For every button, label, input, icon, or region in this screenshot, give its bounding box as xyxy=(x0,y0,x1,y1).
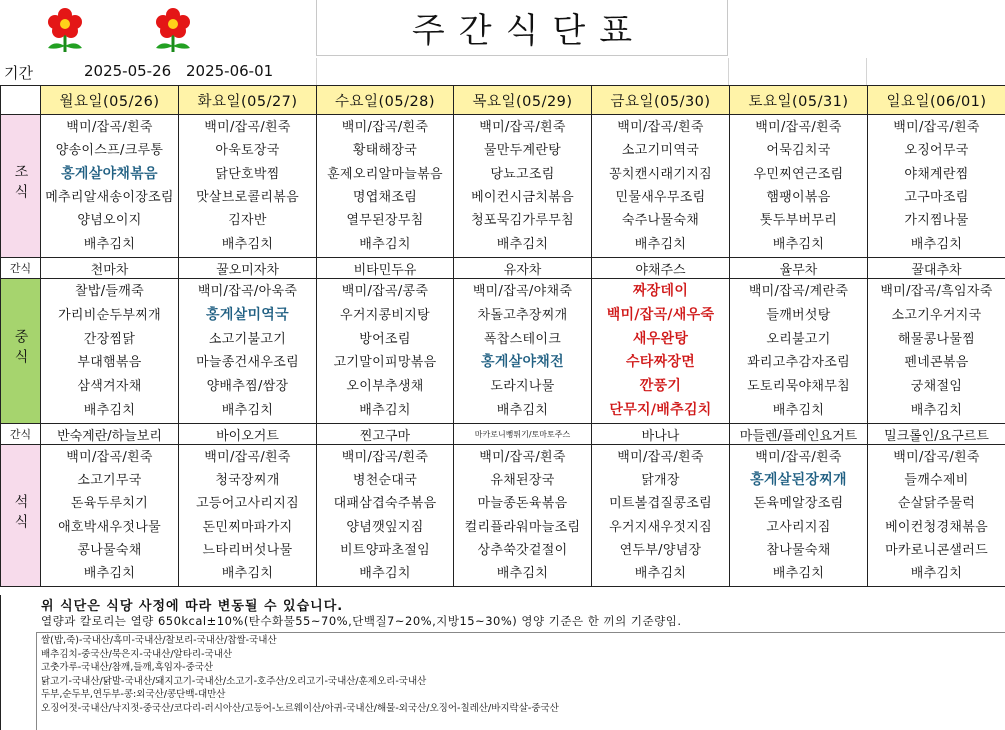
menu-item: 어묵김치국 xyxy=(766,143,831,159)
menu-item: 숙주나물숙채 xyxy=(621,213,700,229)
dinner-row xyxy=(1,445,1005,587)
menu-item: 배추김치 xyxy=(221,236,274,252)
menu-item: 배추김치 xyxy=(910,402,963,418)
dinner-cell xyxy=(41,445,179,587)
menu-item: 백미/잡곡/새우죽 xyxy=(606,306,715,323)
menu-item: 연두부/양념장 xyxy=(619,542,702,558)
snack1-label: 간식 xyxy=(1,258,41,279)
menu-item: 홍게살된장찌개 xyxy=(750,472,847,489)
menu-item: 우거지새우젓지짐 xyxy=(609,519,712,535)
dinner-cell xyxy=(179,445,317,587)
dinner-cell xyxy=(317,445,454,587)
lunch-cell xyxy=(868,279,1005,424)
menu-item: 배추김치 xyxy=(359,236,411,252)
menu-item: 마카로니콘샐러드 xyxy=(885,542,988,558)
snack1-row xyxy=(1,258,1005,279)
menu-item: 컬리플라워마늘조림 xyxy=(464,519,581,535)
snack-item: 꿀대추차 xyxy=(868,258,1005,279)
breakfast-label: 조식 xyxy=(12,164,29,204)
menu-item: 상추쑥갓겉절이 xyxy=(477,542,568,558)
period-end: 2025-06-01 xyxy=(186,62,274,80)
menu-item: 아욱토장국 xyxy=(215,143,280,159)
menu-items xyxy=(41,115,178,257)
menu-item: 병천순대국 xyxy=(352,473,418,489)
origin-line: 고춧가루-국내산/참깨,들깨,흑임자-중국산 xyxy=(41,662,214,674)
menu-item: 열무된장무침 xyxy=(346,213,424,229)
menu-item: 양배추찜/쌈장 xyxy=(206,378,289,394)
menu-item: 백미/잡곡/야채죽 xyxy=(472,284,573,300)
menu-item: 마늘종돈육볶음 xyxy=(477,496,568,512)
lunch-cell xyxy=(454,279,592,424)
menu-item: 양송이스프/크루통 xyxy=(55,143,164,159)
menu-items xyxy=(592,445,729,586)
menu-item: 고사리지짐 xyxy=(766,519,831,535)
snack2-row xyxy=(1,424,1005,445)
lunch-cell xyxy=(592,279,730,424)
flower-icon xyxy=(148,6,198,54)
menu-item: 톳두부버무리 xyxy=(759,213,838,229)
menu-item: 소고기우거지국 xyxy=(891,307,982,323)
menu-item: 돈육두루치기 xyxy=(70,496,149,512)
menu-item: 깐풍기 xyxy=(639,377,682,394)
menu-item: 배추김치 xyxy=(496,402,549,418)
breakfast-row xyxy=(1,115,1005,258)
menu-item: 명엽채조림 xyxy=(352,190,418,206)
divider xyxy=(866,58,867,85)
menu-item: 배추김치 xyxy=(359,402,411,418)
menu-item: 백미/잡곡/콩죽 xyxy=(341,284,429,300)
menu-item: 백미/잡곡/흰죽 xyxy=(204,450,291,466)
menu-item: 고구마조림 xyxy=(904,190,969,206)
breakfast-cell xyxy=(592,115,730,258)
menu-item: 백미/잡곡/흰죽 xyxy=(204,120,291,136)
origin-line: 닭고기-국내산/닭발-국내산/돼지고기-국내산/소고기-호주산/오리고기-국내산/훈제오리-국내산 xyxy=(41,675,427,687)
page-title-box xyxy=(316,0,728,56)
snack-item: 비타민두유 xyxy=(317,258,454,279)
menu-item: 양념깻잎지짐 xyxy=(346,519,424,535)
origin-line: 두부,순두부,연두부-콩:외국산/콩단백-대만산 xyxy=(41,689,226,701)
snack-item: 유자차 xyxy=(454,258,592,279)
menu-item: 소고기미역국 xyxy=(621,143,700,159)
snack-item: 바나나 xyxy=(592,424,730,445)
menu-item: 배추김치 xyxy=(83,236,136,252)
menu-item: 가지찜나물 xyxy=(904,213,969,229)
menu-item: 고기말이피망볶음 xyxy=(333,355,437,371)
snack-item: 율무차 xyxy=(730,258,868,279)
divider xyxy=(728,58,729,85)
snack-item: 반숙계란/하늘보리 xyxy=(41,424,179,445)
menu-item: 펜네콘볶음 xyxy=(904,355,969,371)
snack-item: 천마차 xyxy=(41,258,179,279)
menu-item: 당뇨고조림 xyxy=(490,166,555,182)
menu-item: 김자반 xyxy=(228,213,267,229)
menu-item: 차돌고추장찌개 xyxy=(477,307,568,323)
menu-item: 배추김치 xyxy=(634,565,687,581)
menu-item: 청포묵김가루무침 xyxy=(471,213,574,229)
header xyxy=(0,0,1005,58)
menu-item: 꽁치캔시래기지짐 xyxy=(609,166,712,182)
menu-item: 메추리알새송이장조림 xyxy=(45,190,174,206)
menu-item: 백미/잡곡/흰죽 xyxy=(66,120,153,136)
menu-item: 베이컨시금치볶음 xyxy=(471,190,574,206)
breakfast-label-cell xyxy=(1,115,41,258)
menu-item: 콩나물숙채 xyxy=(77,542,142,558)
menu-item: 홍게살미역국 xyxy=(206,306,289,323)
menu-item: 도라지나물 xyxy=(490,378,555,394)
menu-item: 궁채절임 xyxy=(910,378,963,394)
menu-item: 간장찜닭 xyxy=(83,331,136,347)
menu-item: 홍게살야채볶음 xyxy=(61,165,158,182)
menu-item: 오징어무국 xyxy=(904,143,969,159)
menu-item: 고등어고사리지짐 xyxy=(196,496,299,512)
snack-item: 꿀오미자차 xyxy=(179,258,317,279)
origin-info xyxy=(36,632,1005,730)
menu-item: 배추김치 xyxy=(359,565,411,581)
menu-item: 소고기무국 xyxy=(77,473,142,489)
menu-item: 홍게살야채전 xyxy=(481,354,564,371)
lunch-label-cell xyxy=(1,279,41,424)
day-header: 목요일(05/29) xyxy=(454,86,592,115)
menu-item: 새우완탕 xyxy=(632,330,689,347)
day-header: 월요일(05/26) xyxy=(41,86,179,115)
day-header: 화요일(05/27) xyxy=(179,86,317,115)
menu-item: 황태해장국 xyxy=(352,143,418,159)
day-header: 금요일(05/30) xyxy=(592,86,730,115)
menu-item: 배추김치 xyxy=(772,402,825,418)
menu-item: 오이부추생채 xyxy=(346,378,424,394)
menu-item: 배추김치 xyxy=(772,236,825,252)
lunch-label: 중식 xyxy=(12,329,29,369)
page-title: 주간식단표 xyxy=(411,11,647,51)
period-start: 2025-05-26 xyxy=(84,62,172,80)
menu-item: 백미/잡곡/흰죽 xyxy=(755,450,842,466)
menu-item: 수타짜장면 xyxy=(625,354,696,371)
menu-items xyxy=(179,115,316,257)
menu-item: 꽈리고추감자조림 xyxy=(747,355,850,371)
day-header-row xyxy=(1,86,1005,115)
menu-item: 우거지콩비지탕 xyxy=(339,307,430,323)
menu-items xyxy=(454,115,591,257)
menu-item: 소고기불고기 xyxy=(208,331,287,347)
menu-item: 찰밥/들깨죽 xyxy=(75,284,144,300)
snack-item: 마들렌/플레인요거트 xyxy=(730,424,868,445)
period-row xyxy=(0,58,1005,85)
origin-line: 배추김치-중국산/묵은지-국내산/알타리-국내산 xyxy=(41,648,233,660)
menu-items xyxy=(592,279,729,423)
dinner-label: 석식 xyxy=(12,493,29,534)
menu-item: 배추김치 xyxy=(772,565,825,581)
menu-item: 배추김치 xyxy=(496,236,549,252)
menu-item: 들깨수제비 xyxy=(904,473,969,489)
menu-item: 배추김치 xyxy=(496,565,549,581)
menu-item: 백미/잡곡/흰죽 xyxy=(341,120,429,136)
origin-line: 오징어젓-국내산/낙지젓-중국산/코다리-러시아산/고등어-노르웨이산/아귀-국내산/해물-외국산/오징어-칠레산/바지락살-중국산 xyxy=(41,702,559,714)
menu-item: 닭개장 xyxy=(641,473,680,489)
menu-item: 햄팽이볶음 xyxy=(766,190,831,206)
menu-item: 미트볼겹질콩조림 xyxy=(609,496,712,512)
menu-item: 백미/잡곡/흰죽 xyxy=(479,450,566,466)
menu-item: 청국장찌개 xyxy=(215,473,280,489)
menu-item: 유채된장국 xyxy=(490,473,555,489)
dinner-label-cell xyxy=(1,445,41,587)
weekly-menu-table xyxy=(0,85,1005,587)
menu-item: 우민찌연근조림 xyxy=(753,166,844,182)
menu-item: 방어조림 xyxy=(359,331,411,347)
menu-item: 배추김치 xyxy=(910,565,963,581)
menu-items xyxy=(868,115,1005,257)
day-header: 수요일(05/28) xyxy=(317,86,454,115)
menu-item: 맛살브로콜리볶음 xyxy=(196,190,299,206)
snack-item: 바이오거트 xyxy=(179,424,317,445)
lunch-row xyxy=(1,279,1005,424)
menu-item: 삼색겨자채 xyxy=(77,378,142,394)
menu-items xyxy=(730,445,867,586)
breakfast-cell xyxy=(41,115,179,258)
menu-item: 백미/잡곡/흰죽 xyxy=(755,120,842,136)
menu-item: 물만두계란탕 xyxy=(483,143,562,159)
day-header: 일요일(06/01) xyxy=(868,86,1005,115)
menu-item: 배추김치 xyxy=(83,565,136,581)
menu-item: 짜장데이 xyxy=(632,283,689,300)
menu-item: 백미/잡곡/흰죽 xyxy=(617,450,704,466)
menu-item: 들깨버섯탕 xyxy=(766,307,831,323)
menu-items xyxy=(179,279,316,423)
breakfast-cell xyxy=(179,115,317,258)
notice-text: 위 식단은 식당 사정에 따라 변동될 수 있습니다. xyxy=(41,599,344,614)
menu-item: 백미/잡곡/아욱죽 xyxy=(197,284,298,300)
snack-item: 마카로니뻥튀기/토마토주스 xyxy=(454,424,592,445)
breakfast-cell xyxy=(730,115,868,258)
dinner-cell xyxy=(592,445,730,587)
lunch-cell xyxy=(317,279,454,424)
dinner-cell xyxy=(730,445,868,587)
breakfast-cell xyxy=(317,115,454,258)
menu-items xyxy=(41,445,178,586)
menu-item: 백미/잡곡/흑임자죽 xyxy=(880,284,993,300)
menu-item: 민물새우무조림 xyxy=(615,190,706,206)
menu-item: 백미/잡곡/흰죽 xyxy=(893,450,980,466)
menu-items xyxy=(41,279,178,423)
menu-item: 백미/잡곡/계란죽 xyxy=(748,284,849,300)
menu-item: 백미/잡곡/흰죽 xyxy=(617,120,704,136)
dinner-cell xyxy=(868,445,1005,587)
lunch-cell xyxy=(41,279,179,424)
origin-line: 쌀(밥,죽)-국내산/흑미-국내산/찰보리-국내산/찹쌀-국내산 xyxy=(41,635,277,646)
breakfast-cell xyxy=(868,115,1005,258)
menu-item: 단무지/배추김치 xyxy=(609,401,712,418)
menu-items xyxy=(317,115,453,257)
nutrition-text: 열량과 칼로리는 열량 650kcal±10%(탄수화물55~70%,단백질7~20%,지방15~30%) 영양 기준은 한 끼의 기준량임. xyxy=(41,614,682,628)
menu-item: 베이컨청경채볶음 xyxy=(885,519,988,535)
menu-item: 대패삼겹숙주볶음 xyxy=(333,496,437,512)
menu-item: 양념오이지 xyxy=(77,213,142,229)
menu-item: 오리불고기 xyxy=(766,331,831,347)
menu-items xyxy=(592,115,729,257)
menu-item: 도토리묵야채무침 xyxy=(747,378,850,394)
snack2-label: 간식 xyxy=(1,424,41,445)
menu-item: 비트양파초절임 xyxy=(339,542,430,558)
snack-item: 찐고구마 xyxy=(317,424,454,445)
menu-item: 닭단호박찜 xyxy=(215,166,280,182)
menu-item: 마늘종건새우조림 xyxy=(196,355,299,371)
menu-item: 돈육메알장조림 xyxy=(753,496,844,512)
menu-item: 백미/잡곡/흰죽 xyxy=(66,450,153,466)
menu-item: 백미/잡곡/흰죽 xyxy=(341,450,429,466)
menu-item: 돈민찌마파가지 xyxy=(202,519,293,535)
day-header: 토요일(05/31) xyxy=(730,86,868,115)
menu-item: 백미/잡곡/흰죽 xyxy=(893,120,980,136)
flower-icon xyxy=(40,6,90,54)
corner-cell xyxy=(1,86,41,115)
menu-items xyxy=(868,279,1005,423)
menu-item: 폭찹스테이크 xyxy=(483,331,562,347)
menu-item: 백미/잡곡/흰죽 xyxy=(479,120,566,136)
menu-item: 가리비순두부찌개 xyxy=(58,307,161,323)
menu-item: 배추김치 xyxy=(634,236,687,252)
breakfast-cell xyxy=(454,115,592,258)
menu-item: 배추김치 xyxy=(83,402,136,418)
menu-item: 야채계란찜 xyxy=(904,166,969,182)
menu-items xyxy=(179,445,316,586)
dinner-cell xyxy=(454,445,592,587)
menu-items xyxy=(317,445,453,586)
menu-item: 배추김치 xyxy=(221,402,274,418)
menu-items xyxy=(454,445,591,586)
menu-items xyxy=(454,279,591,423)
menu-item: 부대햄볶음 xyxy=(77,355,142,371)
snack-item: 밀크롤인/요구르트 xyxy=(868,424,1005,445)
menu-item: 훈제오리알마늘볶음 xyxy=(327,166,443,182)
menu-item: 애호박새우젓나물 xyxy=(58,519,161,535)
menu-items xyxy=(317,279,453,423)
menu-item: 참나물숙채 xyxy=(766,542,831,558)
menu-item: 느타리버섯나물 xyxy=(202,542,293,558)
period-label: 기간 xyxy=(4,64,33,82)
divider xyxy=(316,58,317,85)
lunch-cell xyxy=(730,279,868,424)
menu-item: 배추김치 xyxy=(910,236,963,252)
menu-items xyxy=(868,445,1005,586)
menu-items xyxy=(730,115,867,257)
menu-item: 배추김치 xyxy=(221,565,274,581)
snack-item: 야채주스 xyxy=(592,258,730,279)
menu-items xyxy=(730,279,867,423)
menu-item: 해물콩나물찜 xyxy=(897,331,976,347)
lunch-cell xyxy=(179,279,317,424)
menu-item: 순살닭주물럭 xyxy=(897,496,976,512)
